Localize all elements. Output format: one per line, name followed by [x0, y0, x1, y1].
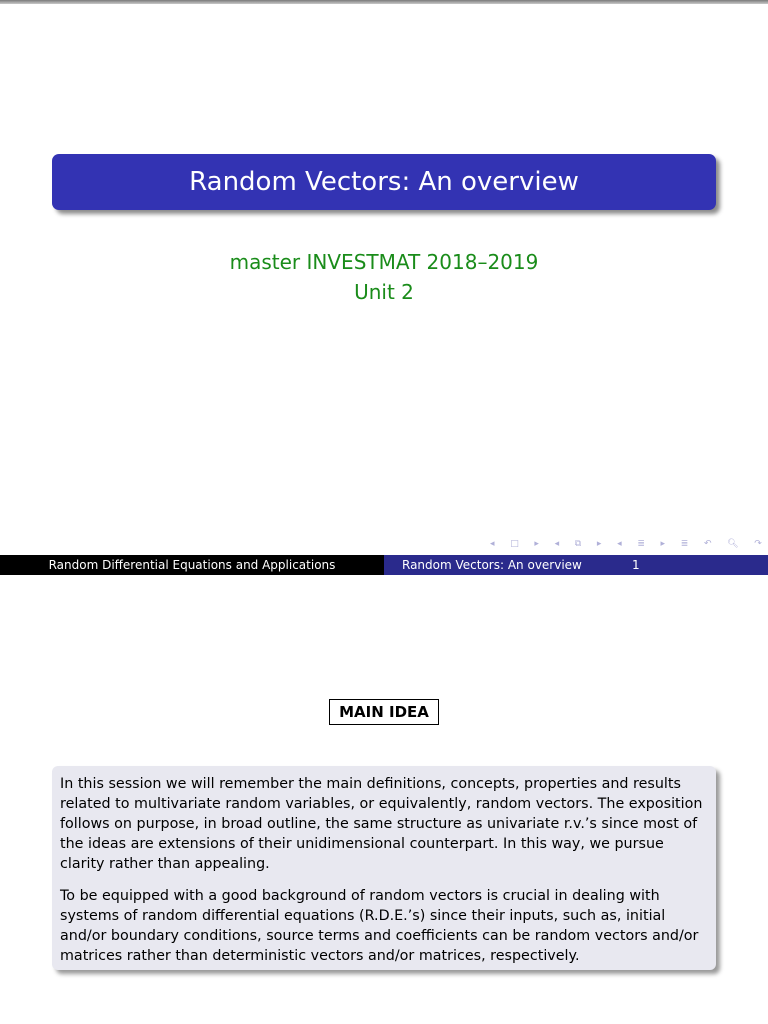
content-block	[52, 766, 716, 970]
slide-title	[52, 154, 716, 210]
nav-next-section-icon[interactable]: ▸	[596, 539, 602, 549]
footer-slide-title: Random Vectors: An overview	[402, 558, 582, 572]
slide-footer	[0, 555, 768, 575]
course-subtitle: master INVESTMAT 2018–2019	[229, 250, 539, 274]
nav-prev-section-icon[interactable]: ◂	[554, 539, 560, 549]
nav-prev-subsection-icon[interactable]: ◂	[617, 539, 622, 549]
footer-right	[384, 555, 768, 575]
nav-section-icon[interactable]: ⧉	[574, 539, 582, 549]
main-idea-heading: MAIN IDEA	[329, 699, 439, 725]
footer-page-number: 1	[632, 558, 640, 572]
block-paragraph-2: To be equipped with a good background of random vectors is crucial in dealing with systems of random differential equations (R.D.E.’s) since their inputs, such as, initial and/or boundary conditions, source terms and coefficients can be random vectors and/or matrices rather than deterministic vectors and/or matrices, respectively.	[60, 888, 699, 964]
top-edge-bar	[0, 0, 768, 4]
block-paragraph-1: In this session we will remember the main definitions, concepts, properties and results related to multivariate random variables, or equivalently, random vectors. The exposition follows on purpose, in broad outline, the same structure as univariate r.v.’s since most of the ideas are extensions of their unidimensional counterpart. In this way, we pursue clarity rather than appealing.	[60, 776, 703, 872]
nav-subsection-icon[interactable]: ≣	[637, 539, 645, 549]
slide-title-text: Random Vectors: An overview	[189, 167, 579, 197]
beamer-navigation	[490, 537, 762, 551]
nav-doc-icon[interactable]: ≣	[680, 539, 689, 549]
nav-search-icon[interactable]: 🔍︎	[727, 539, 739, 549]
footer-course-title: Random Differential Equations and Applications	[0, 555, 384, 575]
unit-subtitle: Unit 2	[354, 280, 414, 304]
nav-next-frame-icon[interactable]: ▸	[534, 539, 539, 549]
nav-prev-frame-icon[interactable]: ◂	[490, 539, 495, 549]
nav-back-icon[interactable]: ↶	[703, 539, 712, 549]
nav-forward-icon[interactable]: ↷	[754, 539, 762, 549]
nav-frame-icon[interactable]: □	[510, 539, 519, 549]
nav-next-subsection-icon[interactable]: ▸	[660, 539, 666, 549]
